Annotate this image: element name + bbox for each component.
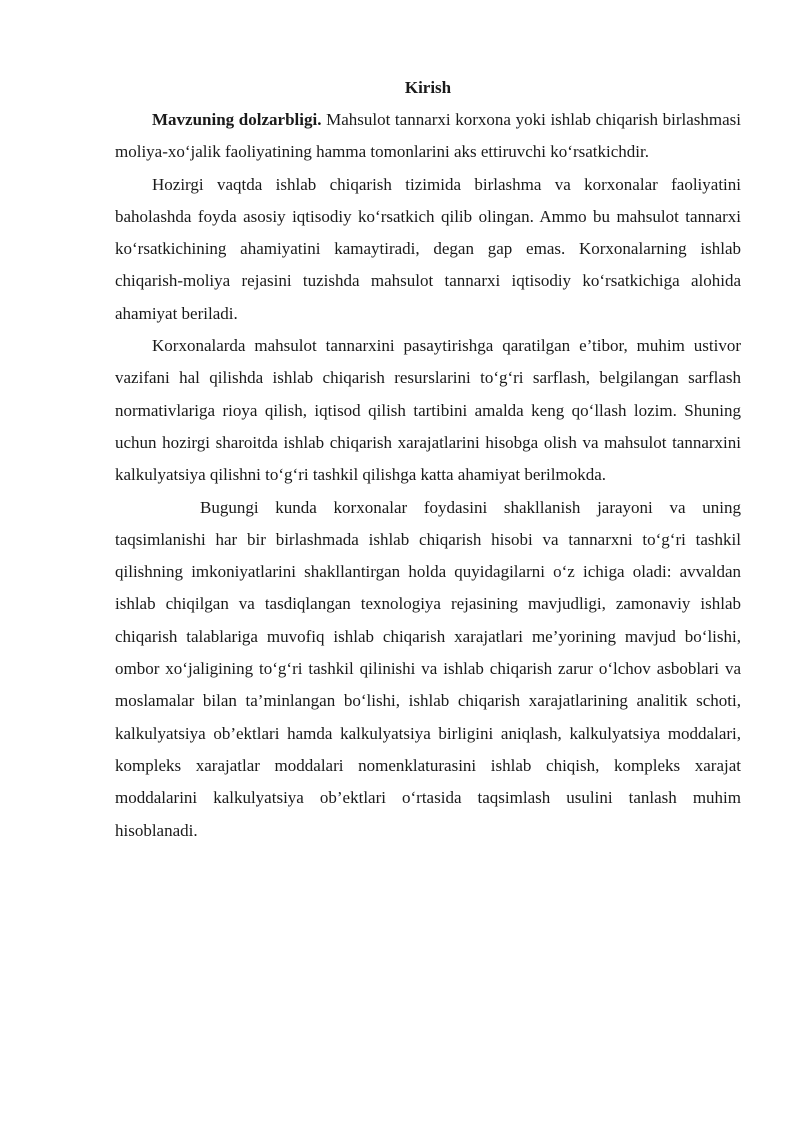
paragraph-relevance bbox=[115, 104, 741, 169]
document-body bbox=[115, 76, 741, 847]
paragraph-text: Mahsulot tannarxi korxona yoki ishlab chiqarish birlashmasi moliya-xo‘jalik faoliyatining hamma tomonlarini aks ettiruvchi ko‘rsatkichdir. bbox=[115, 110, 741, 162]
page-title: Kirish bbox=[404, 78, 452, 97]
paragraph-current-time: Hozirgi vaqtda ishlab chiqarish tizimida birlashma va korxonalar faoliyatini baholashda foyda asosiy iqtisodiy ko‘rsatkich qilib olingan. Ammo bu mahsulot tannarxi ko‘rsatkichining ahamiyatini kamaytiradi, degan gap emas. Korxonalarning ishlab chiqarish-moliya rejasini tuzishda mahsulot tannarxi iqtisodiy ko‘rsatkichiga alohida ahamiyat beriladi. bbox=[115, 174, 741, 323]
paragraph-today: Bugungi kunda korxonalar foydasini shakllanish jarayoni va uning taqsimlanishi har bir birlashmada ishlab chiqarish hisobi va tannarxni to‘g‘ri tashkil qilishning imkoniyatlarini shakllantirgan holda quyidagilarni o‘z ichiga oladi: avvaldan ishlab chiqilgan va tasdiqlangan texnologiya rejasining mavjudligi, zamonaviy ishlab chiqarish talablariga muvofiq ishlab chiqarish xarajatlari me’yorining mavjud bo‘lishi, ombor xo‘jaligining to‘g‘ri tashkil qilinishi va ishlab chiqarish zarur o‘lchov asboblari va moslamalar bilan ta’minlangan bo‘lishi, ishlab chiqarish xarajatlarining analitik schoti, kalkulyatsiya ob’ektlari hamda kalkulyatsiya birligini aniqlash, kalkulyatsiya moddalari, kompleks xarajatlar moddalari nomenklaturasini ishlab chiqish, kompleks xarajat moddalarini kalkulyatsiya ob’ektlari o‘rtasida taqsimlash usulini tanlash muhim hisoblanadi. bbox=[115, 497, 741, 840]
paragraph-lead: Mavzuning dolzarbligi. bbox=[152, 110, 322, 129]
paragraph-enterprises: Korxonalarda mahsulot tannarxini pasaytirishga qaratilgan e’tibor, muhim ustivor vazifani hal qilishda ishlab chiqarish resurslarini to‘g‘ri sarflash, belgilangan sarflash normativlariga rioya qilish, iqtisod qilish tartibini amalda keng qo‘llash lozim. Shuning uchun hozirgi sharoitda ishlab chiqarish xarajatlarini hisobga olish va mahsulot tannarxini kalkulyatsiya qilishni to‘g‘ri tashkil qilishga katta ahamiyat berilmokda. bbox=[115, 336, 741, 485]
